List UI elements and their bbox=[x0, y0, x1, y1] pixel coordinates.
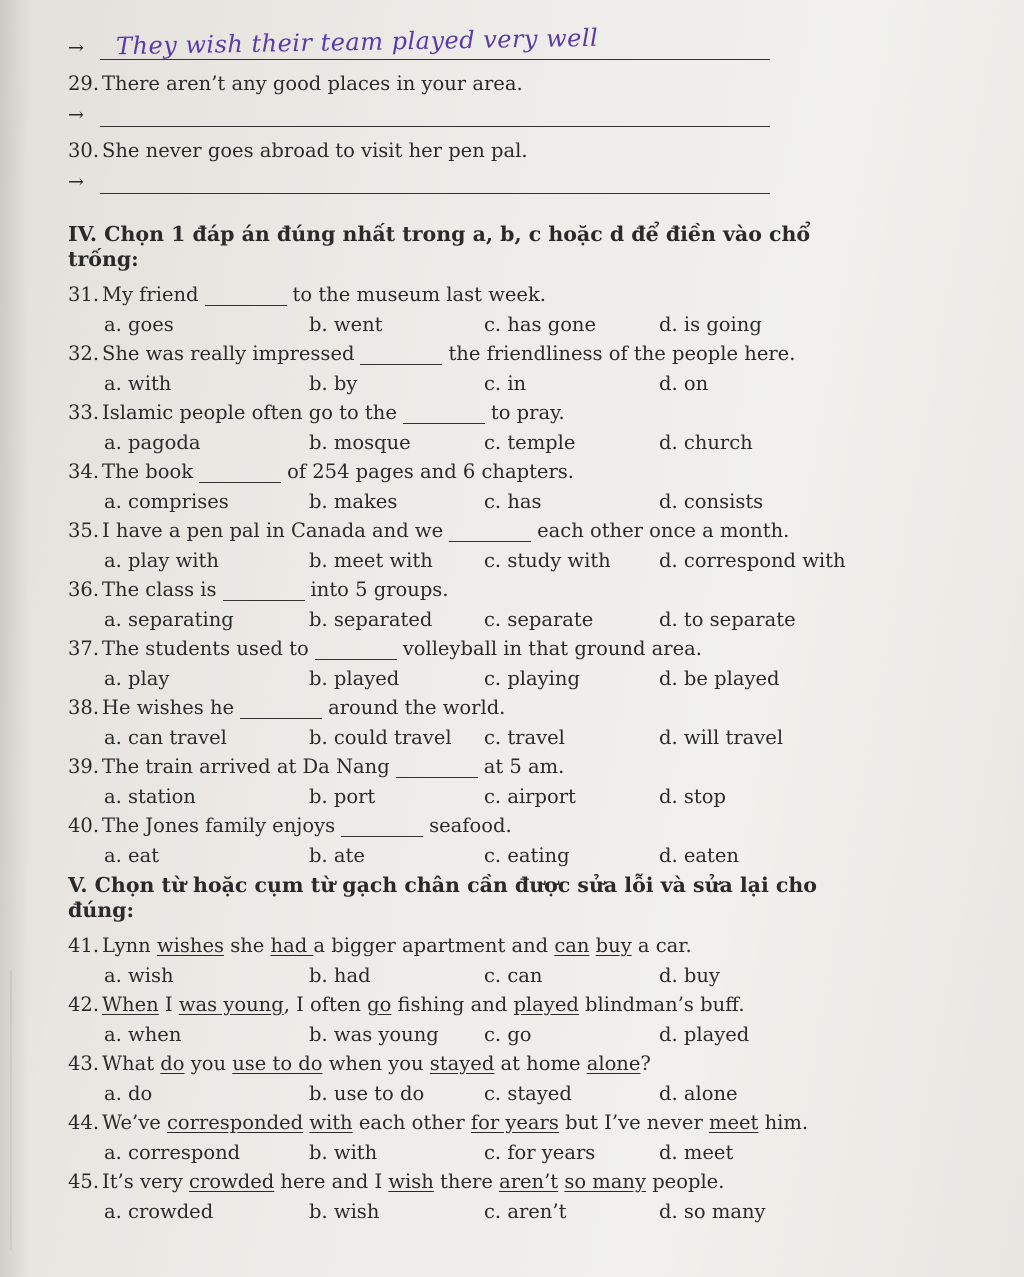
option-a[interactable]: a. wish bbox=[104, 963, 174, 987]
option-b[interactable]: b. meet with bbox=[309, 548, 433, 572]
question-post-text: around the world. bbox=[328, 695, 506, 719]
option-b[interactable]: b. was young bbox=[309, 1022, 439, 1046]
option-b[interactable]: b. ate bbox=[309, 843, 365, 867]
question-text bbox=[102, 1170, 724, 1193]
options-33 bbox=[68, 424, 868, 454]
underlined-part: corresponded bbox=[166, 1110, 304, 1134]
question-36 bbox=[68, 572, 868, 601]
question-number: 40. bbox=[68, 813, 100, 837]
text-part: when you bbox=[322, 1051, 430, 1075]
text-part: ? bbox=[640, 1051, 651, 1075]
options-38 bbox=[68, 719, 868, 749]
underlined-part: had bbox=[270, 933, 314, 957]
option-b[interactable]: b. separated bbox=[309, 607, 433, 631]
option-c[interactable]: c. has gone bbox=[484, 312, 597, 336]
option-b[interactable]: b. makes bbox=[309, 489, 398, 513]
option-a[interactable]: a. separating bbox=[104, 607, 234, 631]
question-pre-text: My friend bbox=[102, 282, 199, 306]
text-part: It’s very bbox=[102, 1169, 190, 1193]
option-c[interactable]: c. stayed bbox=[484, 1081, 572, 1105]
answer-blank[interactable] bbox=[223, 582, 305, 601]
question-number: 43. bbox=[68, 1051, 100, 1075]
option-c[interactable]: c. temple bbox=[484, 430, 576, 454]
question-42 bbox=[68, 987, 868, 1016]
question-post-text: to pray. bbox=[490, 400, 565, 424]
question-pre-text: The students used to bbox=[102, 636, 309, 660]
arrow-icon: → bbox=[68, 171, 84, 194]
arrow-icon: → bbox=[68, 37, 84, 60]
option-c[interactable]: c. go bbox=[484, 1022, 532, 1046]
question-post-text: volleyball in that ground area. bbox=[402, 636, 702, 660]
question-number: 38. bbox=[68, 695, 100, 719]
question-44 bbox=[68, 1105, 868, 1134]
question-text bbox=[102, 1111, 808, 1134]
option-c[interactable]: c. aren’t bbox=[484, 1199, 567, 1223]
option-c[interactable]: c. airport bbox=[484, 784, 576, 808]
answer-blank[interactable] bbox=[360, 346, 442, 365]
text-part: here and I bbox=[274, 1169, 389, 1193]
question-number: 36. bbox=[68, 577, 100, 601]
question-pre-text: Islamic people often go to the bbox=[102, 400, 397, 424]
underlined-part: so many bbox=[564, 1169, 646, 1193]
question-text: There aren’t any good places in your area. bbox=[102, 71, 523, 95]
margin-mark bbox=[10, 970, 12, 1250]
option-a[interactable]: a. station bbox=[104, 784, 196, 808]
question-32 bbox=[68, 336, 868, 365]
text-part: a bigger apartment and bbox=[313, 933, 555, 957]
answer-blank[interactable] bbox=[205, 287, 287, 306]
text-part: , I often bbox=[283, 992, 368, 1016]
option-b[interactable]: b. had bbox=[309, 963, 371, 987]
option-a[interactable]: a. play bbox=[104, 666, 170, 690]
underlined-part: meet bbox=[708, 1110, 759, 1134]
question-pre-text: The book bbox=[102, 459, 194, 483]
question-post-text: into 5 groups. bbox=[310, 577, 449, 601]
question-number: 37. bbox=[68, 636, 100, 660]
text-part: people. bbox=[646, 1169, 725, 1193]
option-b[interactable]: b. use to do bbox=[309, 1081, 425, 1105]
option-c[interactable]: c. can bbox=[484, 963, 543, 987]
text-part: I bbox=[158, 992, 179, 1016]
question-pre-text: The class is bbox=[102, 577, 217, 601]
option-c[interactable]: c. study with bbox=[484, 548, 611, 572]
options-37 bbox=[68, 660, 868, 690]
question-number: 29. bbox=[68, 71, 100, 95]
options-34 bbox=[68, 483, 868, 513]
question-31 bbox=[68, 277, 868, 306]
option-d[interactable]: d. meet bbox=[659, 1140, 734, 1164]
answer-line-28 bbox=[68, 23, 868, 61]
option-a[interactable]: a. eat bbox=[104, 843, 160, 867]
answer-blank[interactable] bbox=[240, 700, 322, 719]
answer-blank[interactable] bbox=[403, 405, 485, 424]
question-number: 31. bbox=[68, 282, 100, 306]
question-number: 39. bbox=[68, 754, 100, 778]
option-d[interactable]: d. on bbox=[659, 371, 709, 395]
handwritten-answer: They wish their team played very well bbox=[115, 23, 599, 61]
question-number: 32. bbox=[68, 341, 100, 365]
question-29 bbox=[68, 66, 868, 95]
question-45 bbox=[68, 1164, 868, 1193]
option-c[interactable]: c. in bbox=[484, 371, 527, 395]
question-40 bbox=[68, 808, 868, 837]
question-post-text: to the museum last week. bbox=[292, 282, 546, 306]
section-4-questions bbox=[68, 277, 868, 867]
underlined-part: stayed bbox=[429, 1051, 495, 1075]
question-number: 45. bbox=[68, 1169, 100, 1193]
option-b[interactable]: b. played bbox=[309, 666, 400, 690]
write-line[interactable] bbox=[100, 165, 770, 194]
option-a[interactable]: a. do bbox=[104, 1081, 153, 1105]
question-post-text: each other once a month. bbox=[537, 518, 790, 542]
question-pre-text: She was really impressed bbox=[102, 341, 355, 365]
options-45 bbox=[68, 1193, 868, 1223]
option-a[interactable]: a. can travel bbox=[104, 725, 227, 749]
write-line[interactable] bbox=[100, 98, 770, 127]
text-part: a car. bbox=[631, 933, 692, 957]
question-text: She never goes abroad to visit her pen pal. bbox=[102, 138, 528, 162]
question-pre-text: I have a pen pal in Canada and we bbox=[102, 518, 444, 542]
section-5-title: V. Chọn từ hoặc cụm từ gạch chân cần được sửa lỗi và sửa lại cho đúng: bbox=[68, 873, 817, 922]
underlined-part: can bbox=[554, 933, 590, 957]
option-c[interactable]: c. for years bbox=[484, 1140, 596, 1164]
options-42 bbox=[68, 1016, 868, 1046]
question-number: 42. bbox=[68, 992, 100, 1016]
options-32 bbox=[68, 365, 868, 395]
question-41 bbox=[68, 928, 868, 957]
text-part: Lynn bbox=[102, 933, 157, 957]
text-part: fishing and bbox=[391, 992, 514, 1016]
underlined-part: use to do bbox=[232, 1051, 323, 1075]
question-number: 44. bbox=[68, 1110, 100, 1134]
option-b[interactable]: b. could travel bbox=[309, 725, 452, 749]
underlined-part: buy bbox=[595, 933, 632, 957]
option-d[interactable]: d. eaten bbox=[659, 843, 739, 867]
option-b[interactable]: b. wish bbox=[309, 1199, 380, 1223]
question-35 bbox=[68, 513, 868, 542]
answer-blank[interactable] bbox=[199, 464, 281, 483]
option-a[interactable]: a. goes bbox=[104, 312, 174, 336]
text-part: What bbox=[102, 1051, 161, 1075]
option-d[interactable]: d. buy bbox=[659, 963, 720, 987]
option-d[interactable]: d. stop bbox=[659, 784, 726, 808]
worksheet-content bbox=[68, 23, 868, 1223]
question-text bbox=[102, 993, 745, 1016]
option-a[interactable]: a. play with bbox=[104, 548, 219, 572]
option-b[interactable]: b. with bbox=[309, 1140, 378, 1164]
options-35 bbox=[68, 542, 868, 572]
answer-blank[interactable] bbox=[341, 818, 423, 837]
underlined-part: crowded bbox=[189, 1169, 275, 1193]
question-pre-text: He wishes he bbox=[102, 695, 235, 719]
underlined-part: for years bbox=[470, 1110, 559, 1134]
option-a[interactable]: a. comprises bbox=[104, 489, 229, 513]
options-40 bbox=[68, 837, 868, 867]
question-pre-text: The train arrived at Da Nang bbox=[102, 754, 390, 778]
question-37 bbox=[68, 631, 868, 660]
options-41 bbox=[68, 957, 868, 987]
underlined-part: played bbox=[513, 992, 579, 1016]
question-post-text: of 254 pages and 6 chapters. bbox=[287, 459, 574, 483]
question-number: 34. bbox=[68, 459, 100, 483]
option-d[interactable]: d. to separate bbox=[659, 607, 796, 631]
underlined-part: When bbox=[102, 992, 159, 1016]
question-post-text: seafood. bbox=[429, 813, 512, 837]
options-39 bbox=[68, 778, 868, 808]
question-34 bbox=[68, 454, 868, 483]
text-part: each other bbox=[352, 1110, 471, 1134]
option-a[interactable]: a. correspond bbox=[104, 1140, 241, 1164]
question-38 bbox=[68, 690, 868, 719]
question-39 bbox=[68, 749, 868, 778]
option-d[interactable]: d. played bbox=[659, 1022, 750, 1046]
option-a[interactable]: a. with bbox=[104, 371, 172, 395]
text-part: but I’ve never bbox=[558, 1110, 709, 1134]
question-text bbox=[102, 934, 692, 957]
question-post-text: at 5 am. bbox=[483, 754, 565, 778]
option-c[interactable]: c. separate bbox=[484, 607, 594, 631]
text-part: she bbox=[224, 933, 271, 957]
option-c[interactable]: c. eating bbox=[484, 843, 570, 867]
text-part: you bbox=[184, 1051, 233, 1075]
option-d[interactable]: d. so many bbox=[659, 1199, 766, 1223]
option-b[interactable]: b. went bbox=[309, 312, 383, 336]
option-a[interactable]: a. when bbox=[104, 1022, 182, 1046]
option-d[interactable]: d. correspond with bbox=[659, 548, 846, 572]
answer-blank[interactable] bbox=[315, 641, 397, 660]
options-44 bbox=[68, 1134, 868, 1164]
options-36 bbox=[68, 601, 868, 631]
option-a[interactable]: a. crowded bbox=[104, 1199, 214, 1223]
underlined-part: alone bbox=[586, 1051, 641, 1075]
text-part: there bbox=[433, 1169, 500, 1193]
options-31 bbox=[68, 306, 868, 336]
answer-blank[interactable] bbox=[449, 523, 531, 542]
option-d[interactable]: d. consists bbox=[659, 489, 764, 513]
text-part: blindman’s buff. bbox=[578, 992, 745, 1016]
answer-line-30 bbox=[68, 162, 868, 194]
underlined-part: was young bbox=[178, 992, 284, 1016]
underlined-part: wish bbox=[388, 1169, 434, 1193]
write-line[interactable] bbox=[100, 23, 770, 61]
option-c[interactable]: c. playing bbox=[484, 666, 580, 690]
option-d[interactable]: d. is going bbox=[659, 312, 762, 336]
option-a[interactable]: a. pagoda bbox=[104, 430, 201, 454]
option-d[interactable]: d. church bbox=[659, 430, 753, 454]
underlined-part: with bbox=[309, 1110, 353, 1134]
question-number: 30. bbox=[68, 138, 100, 162]
question-30 bbox=[68, 133, 868, 162]
option-b[interactable]: b. mosque bbox=[309, 430, 411, 454]
option-c[interactable]: c. has bbox=[484, 489, 542, 513]
section-4-title: IV. Chọn 1 đáp án đúng nhất trong a, b, c hoặc d để điền vào chổ trống: bbox=[68, 222, 811, 271]
underlined-part: go bbox=[367, 992, 392, 1016]
question-number: 35. bbox=[68, 518, 100, 542]
question-pre-text: The Jones family enjoys bbox=[102, 813, 336, 837]
answer-line-29 bbox=[68, 95, 868, 127]
text-part: We’ve bbox=[102, 1110, 167, 1134]
question-43 bbox=[68, 1046, 868, 1075]
options-43 bbox=[68, 1075, 868, 1105]
arrow-icon: → bbox=[68, 104, 84, 127]
option-d[interactable]: d. alone bbox=[659, 1081, 738, 1105]
option-b[interactable]: b. port bbox=[309, 784, 376, 808]
question-post-text: the friendliness of the people here. bbox=[448, 341, 796, 365]
text-part: at home bbox=[494, 1051, 587, 1075]
page-shadow bbox=[0, 0, 30, 1277]
question-text bbox=[102, 1052, 651, 1075]
answer-blank[interactable] bbox=[396, 759, 478, 778]
option-b[interactable]: b. by bbox=[309, 371, 358, 395]
option-c[interactable]: c. travel bbox=[484, 725, 565, 749]
option-d[interactable]: d. be played bbox=[659, 666, 780, 690]
underlined-part: do bbox=[160, 1051, 185, 1075]
underlined-part: wishes bbox=[156, 933, 224, 957]
question-number: 41. bbox=[68, 933, 100, 957]
option-d[interactable]: d. will travel bbox=[659, 725, 784, 749]
question-33 bbox=[68, 395, 868, 424]
question-number: 33. bbox=[68, 400, 100, 424]
underlined-part: aren’t bbox=[499, 1169, 559, 1193]
text-part: him. bbox=[758, 1110, 809, 1134]
